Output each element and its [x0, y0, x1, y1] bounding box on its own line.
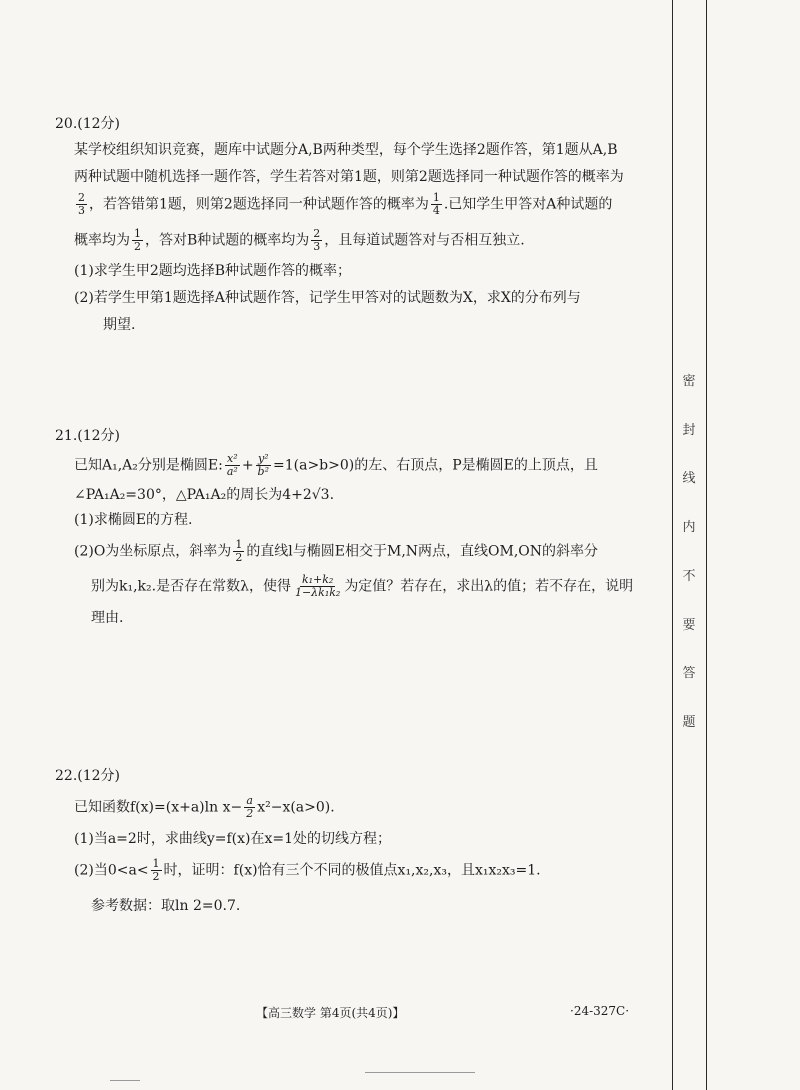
- seal-char: 内: [682, 520, 696, 536]
- seal-line-right: [706, 0, 707, 1090]
- question-part-1: (1)求椭圆E的方程.: [74, 512, 193, 528]
- question-text: 已知函数f(x)=(x+a)ln x−: [74, 799, 243, 816]
- page-number: 【高三数学 第4页(共4页)】: [256, 1006, 405, 1020]
- question-text: (2)O为坐标原点，斜率为: [74, 543, 232, 560]
- plus-sign: +: [241, 457, 254, 474]
- scan-mark: [110, 1080, 140, 1081]
- fraction: $\frac{2}{3}$: [313, 227, 321, 253]
- question-header: 20.(12分): [55, 116, 121, 132]
- question-text: 概率均为: [74, 232, 130, 249]
- question-text-line: [74, 453, 655, 478]
- question-header: 22.(12分): [55, 768, 121, 784]
- question-text: ，若答错第1题，则第2题选择同一种试题作答的概率为: [89, 196, 429, 213]
- fraction: $\frac{2}{3}$: [78, 191, 85, 217]
- question-22: [55, 765, 655, 915]
- seal-char: 封: [682, 422, 696, 438]
- question-20: [55, 113, 655, 334]
- seal-char: 要: [682, 617, 696, 633]
- question-text: 某学校组织知识竞赛，题库中试题分A,B两种类型，每个学生选择2题作答，第1题从A,B: [74, 142, 618, 158]
- question-text: x²−x(a>0).: [257, 799, 335, 816]
- question-part-2-end: 理由.: [91, 610, 124, 626]
- seal-char: 答: [682, 666, 696, 682]
- question-text: ，答对B种试题的概率均为: [145, 232, 310, 249]
- seal-char: 密: [682, 374, 696, 389]
- question-header: 21.(12分): [55, 428, 121, 444]
- fraction: $\frac{1}{4}$: [432, 191, 440, 217]
- fraction: $\frac{1}{2}$: [235, 538, 243, 564]
- question-part-1: (1)求学生甲2题均选择B种试题作答的概率；: [74, 263, 352, 279]
- question-part-2: (2)若学生甲第1题选择A种试题作答，记学生甲答对的试题数为X，求X的分布列与: [74, 290, 581, 306]
- fraction: $\frac{a}{2}$: [246, 794, 254, 820]
- question-text: 两种试题中随机选择一题作答，学生若答对第1题，则第2题选择同一种试题作答的概率为: [74, 169, 624, 185]
- question-part-2-cont: [91, 574, 655, 599]
- question-text: 的直线l与椭圆E相交于M,N两点，直线OM,ON的斜率分: [246, 543, 599, 560]
- seal-line-left: [672, 0, 673, 1090]
- seal-notice: [676, 370, 702, 730]
- fraction: $\frac{\text{x²}}{\text{a²}}$: [226, 452, 238, 478]
- question-text: =1(a>b>0)的左、右顶点，P是椭圆E的上顶点，且: [273, 457, 598, 474]
- question-text: .已知学生甲答对A种试题的: [443, 196, 613, 213]
- question-text: 别为k₁,k₂.是否存在常数λ，使得: [91, 578, 291, 595]
- question-21: [55, 425, 655, 627]
- seal-char: 题: [682, 714, 696, 730]
- question-part-1: (1)当a=2时，求曲线y=f(x)在x=1处的切线方程；: [74, 831, 391, 847]
- question-text: ∠PA₁A₂=30°，△PA₁A₂的周长为4+2√3.: [74, 487, 335, 503]
- question-text: 时，证明：f(x)恰有三个不同的极值点x₁,x₂,x₃，且x₁x₂x₃=1.: [163, 862, 541, 879]
- question-text-line: [74, 795, 655, 820]
- seal-char: 不: [682, 568, 696, 584]
- fraction: $\frac{1}{2}$: [134, 227, 141, 253]
- question-text: 已知A₁,A₂分别是椭圆E:: [74, 457, 223, 474]
- question-text: (2)当0<a<: [74, 862, 149, 879]
- question-part-2-line: [74, 858, 655, 883]
- question-text: ，且每道试题答对与否相互独立.: [324, 232, 525, 249]
- fraction: $\frac{1}{2}$: [152, 857, 160, 883]
- question-part-2-cont: 期望.: [103, 317, 136, 333]
- reference-data: 参考数据：取ln 2=0.7.: [91, 898, 241, 914]
- seal-char: 线: [682, 471, 696, 487]
- fraction: $\frac{\text{k₁+k₂}}{\text{1−λk₁k₂}}$: [294, 573, 341, 599]
- question-text: 为定值？若存在，求出λ的值；若不存在，说明: [344, 578, 634, 595]
- scan-mark: [365, 1072, 475, 1073]
- exam-code: ·24-327C·: [570, 1004, 630, 1018]
- question-part-2-line: [74, 539, 655, 564]
- fraction: $\frac{\text{y²}}{\text{b²}}$: [257, 452, 269, 478]
- question-text-line: [74, 192, 655, 217]
- question-text-line: [74, 228, 655, 253]
